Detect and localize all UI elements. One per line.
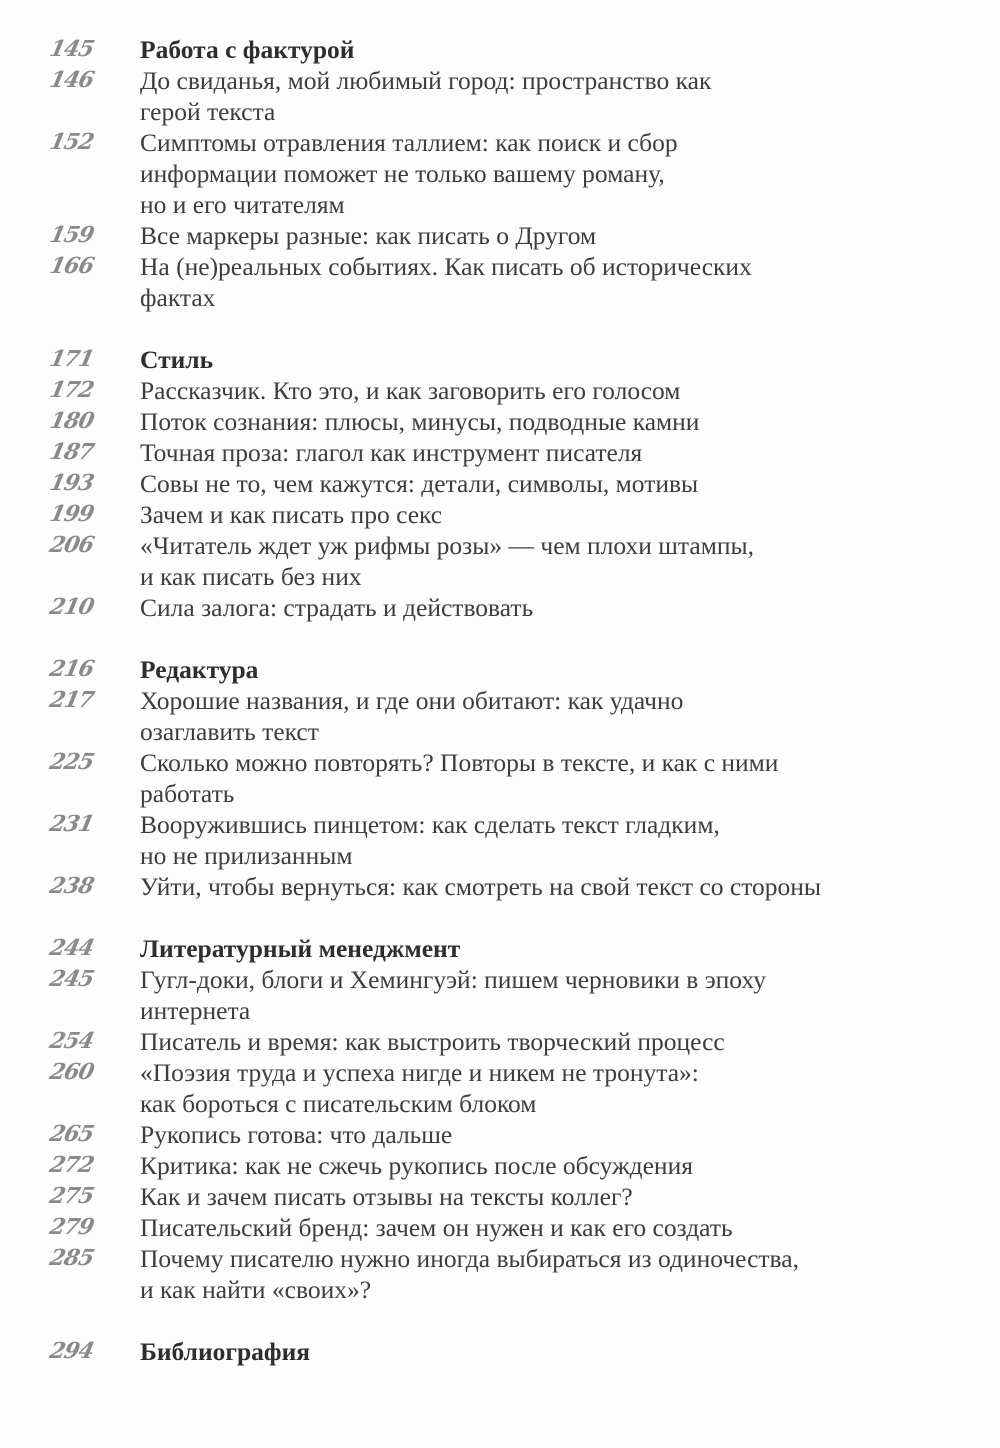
entry-title: [140, 251, 930, 313]
entry-line: Рукопись готова: что дальше: [140, 1120, 453, 1149]
entry-line: Сколько можно повторять? Повторы в тексте, и как с ними: [140, 748, 779, 777]
toc-entry: [0, 468, 1000, 499]
toc-section: [0, 933, 1000, 1305]
page-number: 159: [47, 222, 96, 248]
toc-entry: [0, 809, 1000, 871]
entry-line: Писательский бренд: зачем он нужен и как его создать: [140, 1213, 733, 1242]
section-title: Литературный менеджмент: [140, 934, 461, 963]
entry-line: фактах: [140, 283, 216, 312]
page-number: 180: [47, 408, 96, 434]
entry-line: и как найти «своих»?: [140, 1275, 372, 1304]
page-number: 210: [47, 594, 96, 620]
entry-title: [140, 1181, 930, 1212]
entry-line: Рассказчик. Кто это, и как заговорить его голосом: [140, 376, 681, 405]
page-number: 285: [47, 1245, 96, 1271]
page-number: 279: [47, 1214, 96, 1240]
entry-line: Уйти, чтобы вернуться: как смотреть на свой текст со стороны: [140, 872, 822, 901]
entry-title: [140, 1119, 930, 1150]
entry-title: [140, 530, 930, 592]
entry-line: Почему писателю нужно иногда выбираться из одиночества,: [140, 1244, 799, 1273]
entry-line: герой текста: [140, 97, 276, 126]
toc-entry: [0, 127, 1000, 220]
entry-title: [140, 65, 930, 127]
page-number: 254: [47, 1028, 96, 1054]
entry-title: [140, 747, 930, 809]
section-heading: [0, 1336, 1000, 1367]
page-number: 260: [47, 1059, 96, 1085]
entry-title: [140, 437, 930, 468]
entry-title: [140, 592, 930, 623]
entry-line: работать: [140, 779, 235, 808]
toc-section: [0, 344, 1000, 623]
page-number: 265: [47, 1121, 96, 1147]
entry-title: [140, 375, 930, 406]
toc-entry: [0, 1150, 1000, 1181]
entry-line: Гугл-доки, блоги и Хемингуэй: пишем черновики в эпоху: [140, 965, 766, 994]
toc-entry: [0, 251, 1000, 313]
entry-title: [140, 1057, 930, 1119]
entry-line: информации поможет не только вашему роману,: [140, 159, 665, 188]
entry-line: но не прилизанным: [140, 841, 353, 870]
toc-entry: [0, 1243, 1000, 1305]
entry-title: [140, 499, 930, 530]
section-title: Редактура: [140, 655, 259, 684]
entry-line: но и его читателям: [140, 190, 345, 219]
entry-title: [140, 1212, 930, 1243]
entry-line: и как писать без них: [140, 562, 362, 591]
page-number: 172: [47, 377, 96, 403]
toc-entry: [0, 530, 1000, 592]
entry-line: «Поэзия труда и успеха нигде и никем не тронута»:: [140, 1058, 699, 1087]
entry-title: [140, 220, 930, 251]
entry-line: Как и зачем писать отзывы на тексты коллег?: [140, 1182, 633, 1211]
page-number: 272: [47, 1152, 96, 1178]
toc-entry: [0, 1026, 1000, 1057]
entry-line: Вооружившись пинцетом: как сделать текст гладким,: [140, 810, 720, 839]
page-number: 275: [47, 1183, 96, 1209]
entry-line: До свиданья, мой любимый город: пространство как: [140, 66, 712, 95]
toc-section: [0, 34, 1000, 313]
page-number: 217: [47, 687, 96, 713]
page-number: 145: [47, 36, 96, 62]
entry-line: На (не)реальных событиях. Как писать об исторических: [140, 252, 752, 281]
toc-entry: [0, 220, 1000, 251]
page-number: 238: [47, 873, 96, 899]
entry-title: [140, 964, 930, 1026]
page-number: 244: [47, 935, 96, 961]
section-heading: [0, 654, 1000, 685]
toc-entry: [0, 964, 1000, 1026]
toc-entry: [0, 1057, 1000, 1119]
toc-entry: [0, 592, 1000, 623]
toc-entry: [0, 685, 1000, 747]
toc-entry: [0, 406, 1000, 437]
entry-line: Критика: как не сжечь рукопись после обсуждения: [140, 1151, 693, 1180]
entry-line: Поток сознания: плюсы, минусы, подводные камни: [140, 407, 700, 436]
page-number: 152: [47, 129, 96, 155]
entry-line: Точная проза: глагол как инструмент писателя: [140, 438, 643, 467]
entry-title: [140, 809, 930, 871]
entry-title: [140, 468, 930, 499]
toc-entry: [0, 1181, 1000, 1212]
page-number: 187: [47, 439, 96, 465]
entry-title: [140, 1150, 930, 1181]
entry-line: Писатель и время: как выстроить творческий процесс: [140, 1027, 725, 1056]
table-of-contents: [0, 34, 1000, 1398]
page-number: 231: [47, 811, 96, 837]
page-number: 225: [47, 749, 96, 775]
entry-title: [140, 127, 930, 220]
page-number: 245: [47, 966, 96, 992]
entry-line: как бороться с писательским блоком: [140, 1089, 537, 1118]
toc-entry: [0, 747, 1000, 809]
page-number: 193: [47, 470, 96, 496]
entry-line: Симптомы отравления таллием: как поиск и сбор: [140, 128, 678, 157]
section-title: Работа с фактурой: [140, 35, 355, 64]
entry-title: [140, 685, 930, 747]
entry-line: интернета: [140, 996, 251, 1025]
entry-line: Совы не то, чем кажутся: детали, символы, мотивы: [140, 469, 699, 498]
toc-entry: [0, 437, 1000, 468]
toc-entry: [0, 1212, 1000, 1243]
toc-section: [0, 1336, 1000, 1367]
entry-line: Все маркеры разные: как писать о Другом: [140, 221, 597, 250]
entry-line: Хорошие названия, и где они обитают: как удачно: [140, 686, 684, 715]
entry-title: [140, 1243, 930, 1305]
entry-line: «Читатель ждет уж рифмы розы» — чем плохи штампы,: [140, 531, 754, 560]
page-number: 166: [47, 253, 96, 279]
page-number: 199: [47, 501, 96, 527]
toc-entry: [0, 871, 1000, 902]
page-number: 171: [47, 346, 96, 372]
toc-entry: [0, 499, 1000, 530]
entry-line: Сила залога: страдать и действовать: [140, 593, 534, 622]
entry-title: [140, 871, 930, 902]
entry-line: озаглавить текст: [140, 717, 319, 746]
page-number: 294: [47, 1338, 96, 1364]
toc-entry: [0, 375, 1000, 406]
page-number: 216: [47, 656, 96, 682]
entry-line: Зачем и как писать про секс: [140, 500, 443, 529]
entry-title: [140, 406, 930, 437]
toc-section: [0, 654, 1000, 902]
toc-entry: [0, 65, 1000, 127]
entry-title: [140, 1026, 930, 1057]
page-number: 206: [47, 532, 96, 558]
section-title: Стиль: [140, 345, 214, 374]
section-heading: [0, 34, 1000, 65]
page-number: 146: [47, 67, 96, 93]
section-heading: [0, 344, 1000, 375]
section-title: Библиография: [140, 1337, 311, 1366]
toc-entry: [0, 1119, 1000, 1150]
section-heading: [0, 933, 1000, 964]
